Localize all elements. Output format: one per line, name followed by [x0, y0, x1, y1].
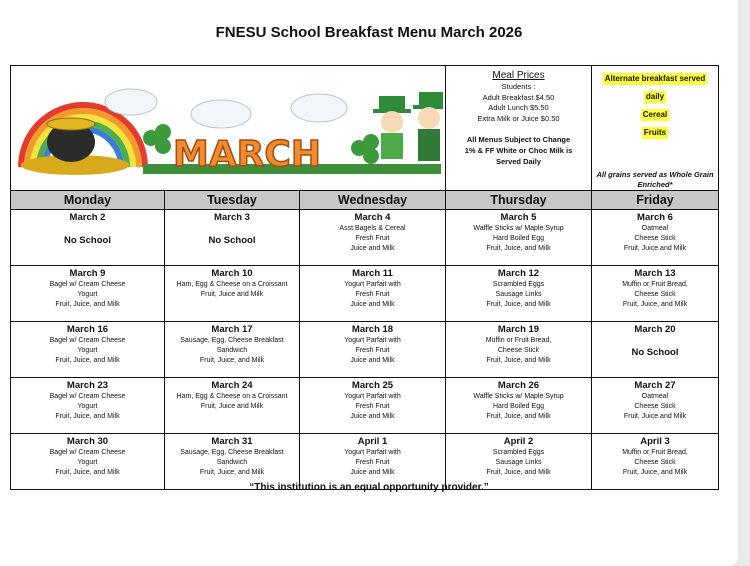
menu-item: Fruit, Juice and Milk [623, 413, 687, 420]
price-line: Adult Breakfast $4.50 [482, 92, 555, 102]
menu-item: Cheese Stick [634, 235, 676, 242]
day-date: April 3 [640, 436, 670, 447]
day-cell [165, 266, 300, 322]
menu-item: Hard Boiled Egg [493, 235, 544, 242]
day-cell [592, 210, 719, 266]
day-date: March 24 [211, 380, 253, 391]
march-banner [11, 66, 446, 191]
cloud-icon [105, 89, 347, 128]
price-line: Adult Lunch $5.50 [488, 103, 549, 112]
day-date: March 12 [497, 268, 540, 279]
menu-item: Yogurt [77, 347, 98, 354]
menu-item: Bagel w/ Cream Cheese [49, 393, 126, 400]
day-cell [446, 322, 592, 378]
menu-item: Yogurt [77, 459, 98, 466]
day-cell [300, 378, 446, 434]
day-date: March 5 [500, 212, 537, 223]
day-header-thursday: Thursday [446, 191, 592, 210]
day-cell [446, 210, 592, 266]
march-word: MARCH [173, 133, 321, 175]
menu-item: Fruit, Juice, and Milk [199, 357, 265, 364]
day-cell [592, 322, 719, 378]
equal-opportunity-statement: “This institution is an equal opportunity provider.” [249, 482, 489, 493]
menu-item: Muffin or Fruit Bread, [485, 337, 552, 344]
day-cell [165, 378, 300, 434]
day-date: April 2 [503, 436, 534, 447]
menu-item: Fruit, Juice, and Milk [55, 469, 120, 476]
day-cell [300, 266, 446, 322]
no-school-label: No School [631, 347, 679, 358]
day-date: March 17 [211, 324, 253, 335]
leprechaun-boy-icon [413, 92, 443, 161]
alternate-line: Cereal [642, 110, 668, 119]
menu-item: Oatmeal [641, 225, 669, 232]
alternate-line: Fruits [643, 128, 667, 137]
menu-item: Fruit, Juice, and Milk [622, 469, 688, 476]
menu-item: Bagel w/ Cream Cheese [49, 449, 126, 456]
menu-item: Cheese Stick [497, 347, 540, 354]
day-cell [446, 266, 592, 322]
menu-item: Muffin or Fruit Bread, [622, 281, 688, 288]
menu-item: Hard Boiled Egg [493, 403, 544, 410]
day-date: March 23 [66, 380, 109, 391]
day-header-wednesday: Wednesday [300, 191, 446, 210]
menu-item: Fruit, Juice, and Milk [486, 301, 551, 308]
menu-item: Yogurt [77, 291, 98, 298]
day-date: March 2 [69, 212, 106, 223]
menu-item: Yogurt Parfait with [344, 337, 401, 344]
menu-item: Fruit, Juice and Milk [200, 403, 264, 410]
day-cell [11, 322, 165, 378]
day-cell [300, 210, 446, 266]
alternate-breakfast-cell [592, 66, 719, 191]
menu-item: Sausage Links [495, 291, 542, 298]
week-row [11, 322, 719, 378]
day-cell [592, 266, 719, 322]
day-date: April 1 [357, 436, 388, 447]
alternate-line: Alternate breakfast served [604, 74, 706, 83]
menu-item: Fresh Fruit [355, 403, 390, 410]
menu-item: Asst Bagels & Cereal [339, 225, 406, 232]
day-header-tuesday: Tuesday [165, 191, 300, 210]
menu-item: Fresh Fruit [355, 291, 390, 298]
menu-item: Waffle Sticks w/ Maple Syrup [473, 225, 564, 232]
day-cell [300, 322, 446, 378]
day-date: March 16 [66, 324, 109, 335]
menu-item: Fresh Fruit [355, 235, 390, 242]
menu-item: Oatmeal [641, 393, 669, 400]
menu-item: Fruit, Juice, and Milk [622, 301, 688, 308]
alternate-line: daily [645, 92, 665, 101]
menu-item: Fruit, Juice and Milk [200, 291, 264, 298]
menu-item: Fruit, Juice and Milk [623, 245, 687, 252]
page-title: FNESU School Breakfast Menu March 2026 [215, 24, 523, 41]
menu-item: Sandwich [216, 347, 248, 354]
menu-item: Muffin or Fruit Bread, [622, 449, 688, 456]
day-date: March 31 [211, 436, 253, 447]
menu-item: Sausage, Egg, Cheese Breakfast [180, 449, 284, 456]
day-cell [165, 322, 300, 378]
week-row [11, 266, 719, 322]
menu-item: Juice and Milk [350, 301, 395, 308]
week-row [11, 210, 719, 266]
price-line: Students : [501, 82, 536, 91]
day-date: March 13 [634, 268, 676, 279]
price-line: Extra Milk or Juice $0.50 [477, 113, 560, 123]
no-school-label: No School [208, 235, 256, 246]
menu-item: Juice and Milk [350, 357, 395, 364]
day-cell [11, 266, 165, 322]
whole-grain-note: All grains served as Whole Grain Enriched* [596, 170, 714, 189]
day-cell [11, 378, 165, 434]
menu-item: Waffle Sticks w/ Maple Syrup [473, 393, 564, 400]
menu-item: Fresh Fruit [355, 459, 390, 466]
day-cell [11, 210, 165, 266]
menu-item: Fruit, Juice, and Milk [486, 245, 551, 252]
menu-item: Fruit, Juice, and Milk [486, 469, 551, 476]
menu-item: Scrambled Eggs [492, 449, 545, 456]
meal-prices-heading: Meal Prices [492, 70, 545, 81]
menu-item: Sandwich [216, 459, 248, 466]
menu-item: Fruit, Juice, and Milk [55, 413, 120, 420]
menu-item: Bagel w/ Cream Cheese [49, 337, 126, 344]
menu-item: Cheese Stick [634, 459, 676, 466]
day-date: March 3 [214, 212, 250, 223]
menu-item: Fresh Fruit [355, 347, 390, 354]
day-cell [592, 378, 719, 434]
menu-item: Scrambled Eggs [492, 281, 545, 288]
day-date: March 11 [352, 268, 393, 279]
menu-item: Cheese Stick [634, 403, 676, 410]
leprechaun-girl-icon [373, 96, 411, 159]
menu-item: Yogurt Parfait with [344, 281, 401, 288]
day-header-monday: Monday [11, 191, 165, 210]
day-header-friday: Friday [592, 191, 719, 210]
menu-item: Ham, Egg & Cheese on a Croissant [176, 393, 288, 400]
menu-item: Juice and Milk [350, 469, 395, 476]
day-date: March 18 [351, 324, 394, 335]
day-cell [446, 378, 592, 434]
menu-item: Fruit, Juice, and Milk [55, 301, 120, 308]
menu-item: Fruit, Juice, and Milk [486, 357, 551, 364]
menu-item: Yogurt Parfait with [344, 393, 401, 400]
menu-item: Juice and Milk [350, 245, 395, 252]
day-date: March 10 [211, 268, 253, 279]
day-date: March 25 [351, 380, 394, 391]
menu-item: Fruit, Juice, and Milk [486, 413, 551, 420]
week-row [11, 378, 719, 434]
day-date: March 30 [66, 436, 109, 447]
menu-item: Ham, Egg & Cheese on a Croissant [176, 281, 288, 288]
day-date: March 27 [634, 380, 676, 391]
menu-note-line: 1% & FF White or Choc Milk is [464, 146, 573, 155]
menu-item: Yogurt [77, 403, 98, 410]
menu-note [446, 134, 591, 167]
menu-item: Bagel w/ Cream Cheese [49, 281, 126, 288]
day-date: March 6 [637, 212, 673, 223]
menu-item: Yogurt Parfait with [344, 449, 401, 456]
menu-note-line: Served Daily [495, 157, 542, 166]
day-date: March 4 [354, 212, 391, 223]
march-clipart [13, 72, 443, 180]
menu-item: Fruit, Juice, and Milk [55, 357, 120, 364]
day-date: March 19 [497, 324, 540, 335]
day-date: March 26 [497, 380, 540, 391]
menu-item: Sausage Links [495, 459, 542, 466]
menu-item: Fruit, Juice, and Milk [199, 469, 265, 476]
day-cell [165, 210, 300, 266]
menu-item: Cheese Stick [634, 291, 676, 298]
menu-weeks [11, 210, 719, 490]
menu-table [10, 65, 719, 490]
menu-item: Sausage, Egg, Cheese Breakfast [180, 337, 284, 344]
day-date: March 9 [69, 268, 106, 279]
no-school-label: No School [64, 235, 111, 246]
meal-prices-cell [446, 66, 592, 191]
day-date: March 20 [634, 324, 676, 335]
menu-note-line: All Menus Subject to Change [466, 135, 571, 144]
menu-item: Juice and Milk [350, 413, 395, 420]
